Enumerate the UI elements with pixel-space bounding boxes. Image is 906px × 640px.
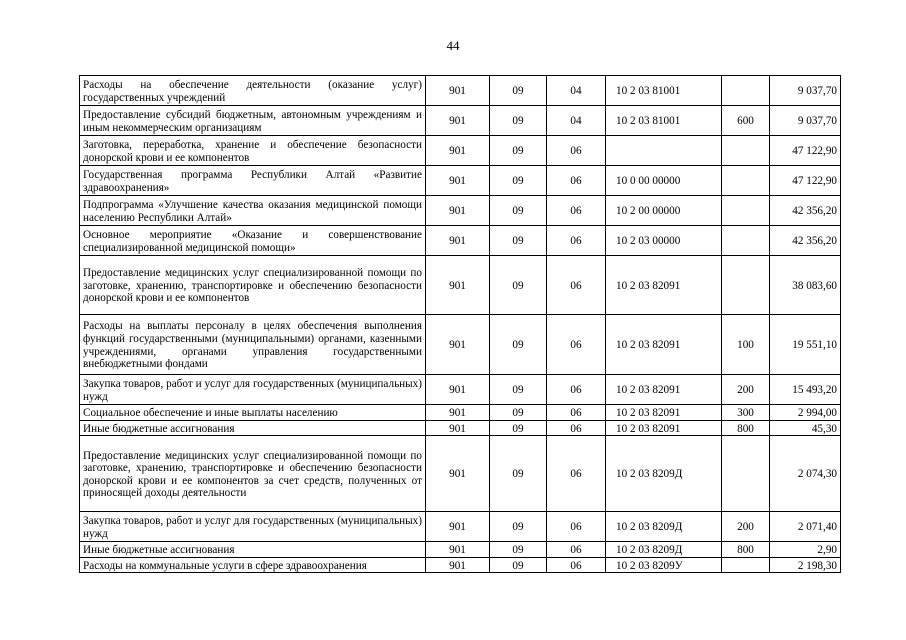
- row-name: Основное мероприятие «Оказание и совершенствование специализированной медицинской помощи»: [80, 226, 426, 256]
- target-article: 10 2 03 82091: [606, 256, 722, 315]
- expense-type: [722, 166, 770, 196]
- table-row: [80, 436, 841, 512]
- expense-type: 100: [722, 315, 770, 375]
- target-article: 10 0 00 00000: [606, 166, 722, 196]
- subsection-code: 06: [547, 557, 606, 573]
- amount: 9 037,70: [770, 76, 841, 106]
- subsection-code: 06: [547, 166, 606, 196]
- target-article: 10 2 03 81001: [606, 106, 722, 136]
- expense-type: [722, 76, 770, 106]
- table-row: [80, 136, 841, 166]
- section-code: 09: [490, 512, 547, 542]
- expense-type: [722, 136, 770, 166]
- subsection-code: 06: [547, 196, 606, 226]
- row-name: Иные бюджетные ассигнования: [80, 420, 426, 436]
- expense-type: 200: [722, 375, 770, 405]
- expense-type: [722, 436, 770, 512]
- table-row: [80, 420, 841, 436]
- subsection-code: 06: [547, 420, 606, 436]
- target-article: [606, 136, 722, 166]
- subsection-code: 06: [547, 436, 606, 512]
- ministry-code: 901: [426, 315, 490, 375]
- target-article: 10 2 03 8209Д: [606, 512, 722, 542]
- section-code: 09: [490, 166, 547, 196]
- table-row: [80, 256, 841, 315]
- expense-type: [722, 226, 770, 256]
- target-article: 10 2 03 82091: [606, 405, 722, 421]
- target-article: 10 2 03 8209Д: [606, 542, 722, 558]
- page-number: 44: [446, 38, 460, 53]
- row-name: Расходы на коммунальные услуги в сфере здравоохранения: [80, 557, 426, 573]
- section-code: 09: [490, 436, 547, 512]
- target-article: 10 2 03 8209У: [606, 557, 722, 573]
- subsection-code: 04: [547, 76, 606, 106]
- target-article: 10 2 03 00000: [606, 226, 722, 256]
- subsection-code: 04: [547, 106, 606, 136]
- ministry-code: 901: [426, 106, 490, 136]
- table-row: [80, 166, 841, 196]
- table-row: [80, 512, 841, 542]
- ministry-code: 901: [426, 196, 490, 226]
- expense-type: 600: [722, 106, 770, 136]
- ministry-code: 901: [426, 512, 490, 542]
- ministry-code: 901: [426, 256, 490, 315]
- budget-table-body: [80, 76, 841, 573]
- expense-type: 300: [722, 405, 770, 421]
- row-name: Закупка товаров, работ и услуг для государственных (муниципальных) нужд: [80, 512, 426, 542]
- row-name: Заготовка, переработка, хранение и обеспечение безопасности донорской крови и ее компонентов: [80, 136, 426, 166]
- target-article: 10 2 03 8209Д: [606, 436, 722, 512]
- amount: 19 551,10: [770, 315, 841, 375]
- row-name: Расходы на обеспечение деятельности (оказание услуг) государственных учреждений: [80, 76, 426, 106]
- subsection-code: 06: [547, 375, 606, 405]
- subsection-code: 06: [547, 315, 606, 375]
- expense-type: 800: [722, 420, 770, 436]
- section-code: 09: [490, 557, 547, 573]
- subsection-code: 06: [547, 256, 606, 315]
- section-code: 09: [490, 420, 547, 436]
- ministry-code: 901: [426, 136, 490, 166]
- ministry-code: 901: [426, 166, 490, 196]
- target-article: 10 2 03 82091: [606, 315, 722, 375]
- amount: 42 356,20: [770, 196, 841, 226]
- expense-type: 800: [722, 542, 770, 558]
- ministry-code: 901: [426, 557, 490, 573]
- table-row: [80, 542, 841, 558]
- amount: 47 122,90: [770, 136, 841, 166]
- table-row: [80, 557, 841, 573]
- amount: 2 071,40: [770, 512, 841, 542]
- expense-type: [722, 196, 770, 226]
- ministry-code: 901: [426, 405, 490, 421]
- section-code: 09: [490, 76, 547, 106]
- table-row: [80, 315, 841, 375]
- row-name: Подпрограмма «Улучшение качества оказания медицинской помощи населению Республики Алтай»: [80, 196, 426, 226]
- ministry-code: 901: [426, 542, 490, 558]
- amount: 2 994,00: [770, 405, 841, 421]
- ministry-code: 901: [426, 226, 490, 256]
- ministry-code: 901: [426, 420, 490, 436]
- amount: 42 356,20: [770, 226, 841, 256]
- amount: 2 198,30: [770, 557, 841, 573]
- row-name: Предоставление медицинских услуг специализированной помощи по заготовке, хранению, транспортировке и обеспечению безопасности донорской крови и ее компонентов: [80, 256, 426, 315]
- amount: 38 083,60: [770, 256, 841, 315]
- amount: 45,30: [770, 420, 841, 436]
- section-code: 09: [490, 375, 547, 405]
- expense-type: 200: [722, 512, 770, 542]
- subsection-code: 06: [547, 542, 606, 558]
- amount: 2 074,30: [770, 436, 841, 512]
- subsection-code: 06: [547, 512, 606, 542]
- table-row: [80, 405, 841, 421]
- subsection-code: 06: [547, 405, 606, 421]
- budget-table: [79, 75, 841, 573]
- amount: 47 122,90: [770, 166, 841, 196]
- table-row: [80, 375, 841, 405]
- table-row: [80, 76, 841, 106]
- target-article: 10 2 00 00000: [606, 196, 722, 226]
- row-name: Государственная программа Республики Алтай «Развитие здравоохранения»: [80, 166, 426, 196]
- row-name: Иные бюджетные ассигнования: [80, 542, 426, 558]
- target-article: 10 2 03 82091: [606, 420, 722, 436]
- section-code: 09: [490, 405, 547, 421]
- ministry-code: 901: [426, 76, 490, 106]
- row-name: Предоставление медицинских услуг специализированной помощи по заготовке, хранению, транспортировке и обеспечению безопасности донорской крови и ее компонентов за счет средств, полученных от приносящей доходы деятельности: [80, 436, 426, 512]
- row-name: Социальное обеспечение и иные выплаты населению: [80, 405, 426, 421]
- subsection-code: 06: [547, 226, 606, 256]
- section-code: 09: [490, 256, 547, 315]
- amount: 2,90: [770, 542, 841, 558]
- amount: 15 493,20: [770, 375, 841, 405]
- target-article: 10 2 03 81001: [606, 76, 722, 106]
- row-name: Предоставление субсидий бюджетным, автономным учреждениям и иным некоммерческим организациям: [80, 106, 426, 136]
- target-article: 10 2 03 82091: [606, 375, 722, 405]
- subsection-code: 06: [547, 136, 606, 166]
- amount: 9 037,70: [770, 106, 841, 136]
- row-name: Закупка товаров, работ и услуг для государственных (муниципальных) нужд: [80, 375, 426, 405]
- row-name: Расходы на выплаты персоналу в целях обеспечения выполнения функций государственными (муниципальными) органами, казенными учреждениями, органами управления государственными внебюджетными фондами: [80, 315, 426, 375]
- ministry-code: 901: [426, 436, 490, 512]
- section-code: 09: [490, 196, 547, 226]
- ministry-code: 901: [426, 375, 490, 405]
- expense-type: [722, 557, 770, 573]
- section-code: 09: [490, 315, 547, 375]
- section-code: 09: [490, 226, 547, 256]
- expense-type: [722, 256, 770, 315]
- section-code: 09: [490, 542, 547, 558]
- table-row: [80, 196, 841, 226]
- table-row: [80, 106, 841, 136]
- section-code: 09: [490, 136, 547, 166]
- section-code: 09: [490, 106, 547, 136]
- table-row: [80, 226, 841, 256]
